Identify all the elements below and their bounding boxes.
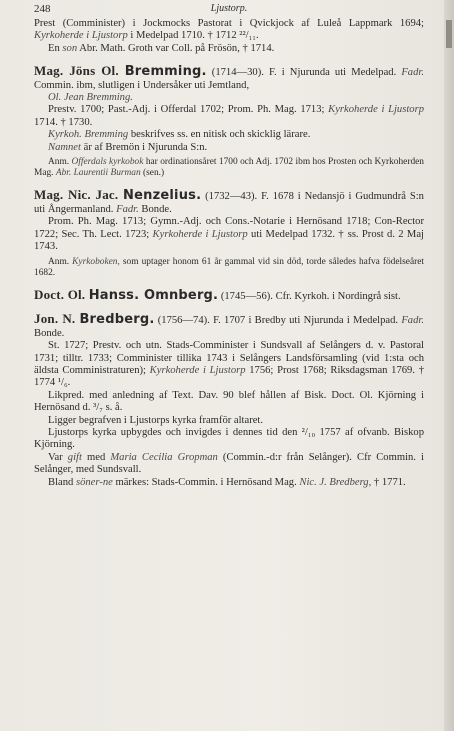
entry-note xyxy=(34,257,424,279)
text-run: i Medelpad 1710. † 1712 ²²/₁₁. xyxy=(127,30,259,42)
text-run: Ligger begrafven i Ljustorps kyrka framför altaret. xyxy=(48,414,264,426)
italic-run: Kyrkoboken, xyxy=(72,256,120,267)
entry-paragraph xyxy=(34,65,424,92)
entry-dates: (1732—43). xyxy=(201,191,258,203)
italic-run: Fadr. xyxy=(401,315,424,327)
entry-note xyxy=(34,157,424,179)
italic-run: gift xyxy=(67,451,82,463)
text-run: Prestv. 1700; Past.-Adj. i Offerdal 1702; Prom. Ph. Mag. 1713; xyxy=(48,104,329,116)
entry-paragraph xyxy=(34,452,424,477)
page-body xyxy=(34,18,424,489)
italic-run: son xyxy=(62,42,78,54)
text-run: Bonde. xyxy=(138,203,172,215)
text-run: St. 1727; Prestv. och utn. Stads-Comminister i Sundsvall af Selångers d. v. Pastoral 1731; tilltr. 1733; Comminister tillika 1743 i Selångers Landsförsamling (vid 1:sta och äldsta Comministraturen); xyxy=(34,340,424,376)
entry-paragraph xyxy=(34,18,424,43)
italic-run: Offerdals kyrkobok xyxy=(71,157,144,168)
running-title: Ljustorp. xyxy=(210,3,248,14)
text-run: märkes: Stads-Commin. i Hernösand Mag. xyxy=(112,476,300,488)
italic-run: Namnet xyxy=(48,141,81,153)
italic-run: Fadr. xyxy=(116,203,139,215)
entry-name xyxy=(34,287,218,302)
text-run: beskrifves ss. en nitisk och skicklig lärare. xyxy=(128,129,311,141)
text-run: med xyxy=(81,451,111,463)
name-title: Mag. xyxy=(34,187,69,203)
text-run: Ljustorps kyrka upbygdes och invigdes i dennes tid den ²/₁₀ 1757 af ofvanb. Biskop Kjörning. xyxy=(34,426,424,451)
text-run: är af Bremön i Njurunda S:n. xyxy=(80,141,208,153)
edge-mark xyxy=(446,20,452,48)
text-run: har ordinationsåret 1700 och Adj. 1702 ibm hos Prosten och Kyrkoherden Mag. xyxy=(34,157,424,179)
text-run: Prest (Comminister) i Jockmocks Pastorat i Qvickjock af Luleå Lappmark 1694; xyxy=(34,18,424,29)
text-run: Abr. Math. Groth var Coll. på Frösön, † 1714. xyxy=(77,42,275,54)
entry-paragraph xyxy=(34,313,424,340)
name-surname: Nenzelius. xyxy=(123,188,202,204)
text-run: uti Medelpad 1732. † ss. Prost d. 2 Maj 1743. xyxy=(34,228,424,253)
italic-run: Kyrkoherde i Ljustorp xyxy=(328,104,424,116)
name-given: Ol. xyxy=(67,286,89,302)
italic-run: Nic. J. Bredberg, xyxy=(299,476,372,488)
text-run: F. 1678 i Nedansjö i Gudmundrå S:n uti Ångermanland. xyxy=(34,191,424,215)
entry-name xyxy=(34,311,154,326)
entry-paragraph xyxy=(34,216,424,253)
entry-paragraph xyxy=(34,286,424,303)
note-label: Anm. xyxy=(48,157,72,168)
entry-dates: (1756—74). xyxy=(154,315,210,327)
italic-run: Kyrkoherde i Ljustorp xyxy=(34,30,128,42)
text-run: F. 1707 i Bredby uti Njurunda i Medelpad. xyxy=(209,315,402,327)
italic-run: Kyrkoherde i Ljustorp xyxy=(149,364,246,376)
italic-run: Abr. Laurentii Burman xyxy=(55,168,141,179)
italic-run: Fadr. xyxy=(401,67,424,79)
entry-paragraph xyxy=(34,477,424,489)
biography-entry xyxy=(34,189,424,278)
italic-run: söner-ne xyxy=(75,476,113,488)
name-title: Jon. xyxy=(34,311,63,327)
note-label: Anm. xyxy=(48,256,73,267)
page-number: 248 xyxy=(34,3,51,15)
entry-paragraph xyxy=(34,340,424,390)
entry-name xyxy=(34,187,201,202)
text-run: Prom. Ph. Mag. 1713; Gymn.-Adj. och Cons.-Notarie i Hernösand 1718; Con-Rector 1722; Sec. Th. Lect. 1723; xyxy=(34,216,424,240)
entry-paragraph xyxy=(34,415,424,427)
biography-entry xyxy=(34,18,424,55)
entry-paragraph xyxy=(34,43,424,55)
entry-paragraph xyxy=(34,189,424,216)
name-title: Doct. xyxy=(34,286,68,302)
text-run: † 1771. xyxy=(371,476,406,488)
name-title: Mag. xyxy=(34,63,70,79)
text-run: som uptager honom 61 år gammal vid sin död, torde således hafva födelseåret 1682. xyxy=(34,256,424,278)
text-run: En xyxy=(48,42,63,54)
name-given: Jöns Ol. xyxy=(69,63,125,79)
text-run: Commin. ibm, slutligen i Undersåker uti Jemtland, xyxy=(34,79,250,91)
text-run: (Commin.-d:r från Selånger). Cfr Commin. i Selånger, med Sundsvall. xyxy=(34,451,424,476)
name-surname: Bremming. xyxy=(124,64,207,80)
text-run: Bland xyxy=(48,476,76,488)
italic-run: Ol. Jean Bremming. xyxy=(48,92,133,104)
text-run: Cfr. Kyrkoh. i Nordingrå sist. xyxy=(272,290,401,302)
italic-run: Maria Cecilia Gropman xyxy=(110,451,218,463)
page-edge xyxy=(444,0,454,731)
text-run: Var xyxy=(48,451,68,463)
name-surname: Bredberg. xyxy=(79,312,155,328)
text-run: Bonde. xyxy=(34,327,65,339)
entry-name xyxy=(34,63,207,78)
biography-entry xyxy=(34,65,424,179)
italic-run: Kyrkoherde i Ljustorp xyxy=(152,228,248,240)
name-given: N. xyxy=(62,311,80,327)
name-given: Nic. Jac. xyxy=(68,187,124,203)
text-run: Likpred. med anledning af Text. Dav. 90 blef hållen af Bisk. Doct. Ol. Kjörning i Hernösand d. ³/₇ s. å. xyxy=(34,389,424,414)
entry-dates: (1745—56). xyxy=(218,290,273,302)
biography-entry xyxy=(34,313,424,489)
text-run: (sen.) xyxy=(140,168,165,179)
entry-dates: (1714—30). xyxy=(206,67,264,79)
entry-paragraph xyxy=(34,92,424,104)
entry-paragraph xyxy=(34,427,424,452)
entry-paragraph xyxy=(34,129,424,141)
biography-entry xyxy=(34,286,424,303)
italic-run: Kyrkoh. Bremming xyxy=(48,129,129,141)
page-header xyxy=(34,3,424,19)
text-run: F. i Njurunda uti Medelpad. xyxy=(263,67,402,79)
text-run: 1714. † 1730. xyxy=(34,116,93,128)
text-run: 1756; Prost 1768; Riksdagsman 1769. † 1774 ¹/₆. xyxy=(34,364,424,389)
entry-paragraph xyxy=(34,390,424,415)
entry-paragraph xyxy=(34,142,424,154)
name-surname: Hanss. Omnberg. xyxy=(88,287,219,303)
entry-paragraph xyxy=(34,104,424,129)
